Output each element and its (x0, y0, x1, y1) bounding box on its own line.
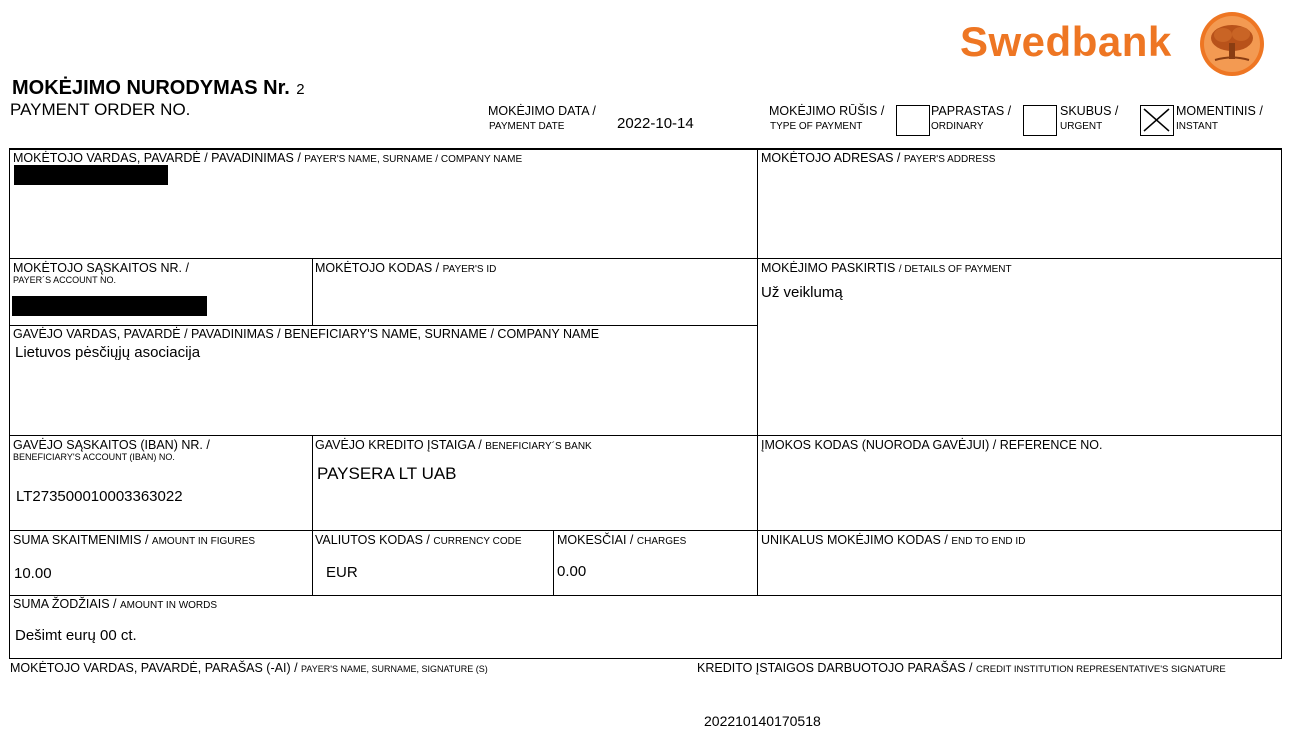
beneficiary-account-label-en: BENEFICIARY'S ACCOUNT (IBAN) NO. (13, 452, 175, 462)
payment-date-label-en: PAYMENT DATE (489, 121, 565, 132)
ordinary-label-en: ORDINARY (931, 121, 984, 132)
end-to-end-label: UNIKALUS MOKĖJIMO KODAS / END TO END ID (761, 533, 1026, 547)
bank-signature-label: KREDITO ĮSTAIGOS DARBUOTOJO PARAŠAS / CREDIT INSTITUTION REPRESENTATIVE'S SIGNATURE (697, 661, 1226, 675)
charges-label: MOKESČIAI / CHARGES (557, 533, 687, 547)
beneficiary-account-value: LT273500010003363022 (16, 488, 183, 505)
instant-label-en: INSTANT (1176, 121, 1219, 132)
payer-id-label: MOKĖTOJO KODAS / PAYER'S ID (315, 261, 497, 275)
details-label: MOKĖJIMO PASKIRTIS / DETAILS OF PAYMENT (761, 261, 1012, 275)
currency-value: EUR (326, 564, 358, 581)
title-en: PAYMENT ORDER NO. (10, 100, 191, 119)
urgent-label-lt: SKUBUS / (1060, 104, 1119, 118)
document-number: 202210140170518 (704, 713, 821, 729)
urgent-checkbox[interactable] (1023, 105, 1057, 136)
currency-label: VALIUTOS KODAS / CURRENCY CODE (315, 533, 522, 547)
check-mark-icon (1141, 106, 1172, 134)
payment-date-label-lt: MOKĖJIMO DATA / (488, 104, 596, 118)
beneficiary-name-label: GAVĖJO VARDAS, PAVARDĖ / PAVADINIMAS / BENEFICIARY'S NAME, SURNAME / COMPANY NAME (13, 327, 600, 341)
amount-words-label: SUMA ŽODŽIAIS / AMOUNT IN WORDS (13, 597, 218, 611)
payer-account-redacted (12, 296, 207, 316)
payer-address-label: MOKĖTOJO ADRESAS / PAYER'S ADDRESS (761, 151, 996, 165)
brand-name: Swedbank (960, 18, 1172, 65)
payer-name-label: MOKĖTOJO VARDAS, PAVARDĖ / PAVADINIMAS / PAYER'S NAME, SURNAME / COMPANY NAME (13, 151, 523, 165)
payer-signature-label: MOKĖTOJO VARDAS, PAVARDĖ, PARAŠAS (-AI) / PAYER'S NAME, SURNAME, SIGNATURE (S) (10, 661, 488, 675)
beneficiary-bank-label: GAVĖJO KREDITO ĮSTAIGA / BENEFICIARY´S BANK (315, 438, 592, 452)
oak-tree-icon (1199, 11, 1265, 77)
amount-figures-value: 10.00 (14, 565, 52, 582)
payer-name-redacted (14, 165, 168, 185)
details-value: Už veiklumą (761, 284, 843, 301)
amount-words-value: Dešimt eurų 00 ct. (15, 627, 137, 644)
page-title (12, 77, 305, 100)
reference-label: ĮMOKOS KODAS (NUORODA GAVĖJUI) / REFERENCE NO. (761, 438, 1103, 452)
payer-account-label-en: PAYER´S ACCOUNT NO. (13, 275, 117, 285)
urgent-label-en: URGENT (1060, 121, 1103, 132)
order-number: 2 (296, 81, 305, 98)
payment-date-value: 2022-10-14 (617, 115, 694, 132)
ordinary-label-lt: PAPRASTAS / (931, 104, 1012, 118)
beneficiary-bank-value: PAYSERA LT UAB (317, 464, 457, 483)
instant-checkbox[interactable] (1140, 105, 1174, 136)
payment-type-label-en: TYPE OF PAYMENT (770, 121, 863, 132)
beneficiary-name-value: Lietuvos pėsčiųjų asociacija (15, 344, 201, 361)
charges-value: 0.00 (557, 563, 587, 580)
payment-type-label-lt: MOKĖJIMO RŪŠIS / (769, 104, 885, 118)
title-lt: MOKĖJIMO NURODYMAS Nr. (12, 77, 290, 99)
payer-account-label-lt: MOKĖTOJO SĄSKAITOS NR. / (13, 261, 189, 275)
beneficiary-account-label-lt: GAVĖJO SĄSKAITOS (IBAN) NR. / (13, 438, 210, 452)
swedbank-logo (960, 18, 1172, 66)
amount-figures-label: SUMA SKAITMENIMIS / AMOUNT IN FIGURES (13, 533, 256, 547)
ordinary-checkbox[interactable] (896, 105, 930, 136)
instant-label-lt: MOMENTINIS / (1176, 104, 1263, 118)
